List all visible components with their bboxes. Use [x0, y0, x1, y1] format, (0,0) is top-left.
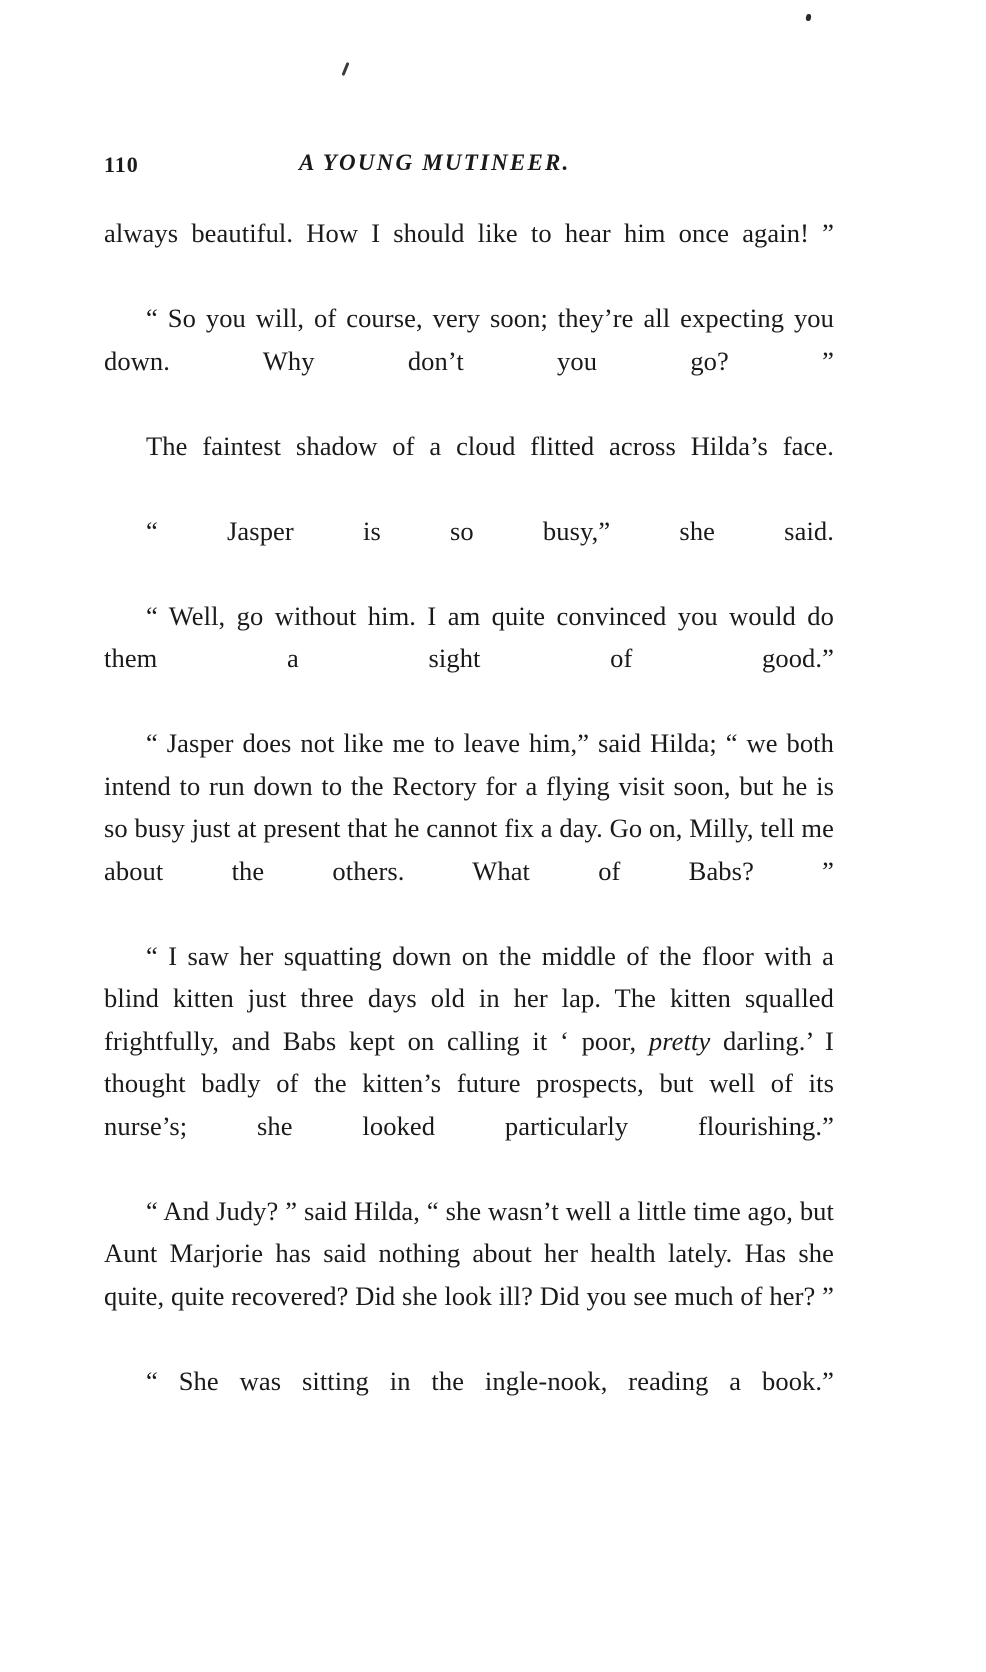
paragraph: “ And Judy? ” said Hilda, “ she wasn’t well a little time ago, but Aunt Marjorie has said nothing about her health lately. Has she quite, quite recovered? Did she look ill? Did you see much of her? ”: [104, 1195, 834, 1311]
paragraph: “ Jasper does not like me to leave him,” said Hilda; “ we both intend to run down to the Rectory for a flying visit soon, but he is so busy just at present that he cannot fix a day. Go on, Milly, tell me about the others. What of Babs? ”: [104, 728, 834, 886]
running-title: A YOUNG MUTINEER.: [299, 150, 571, 175]
ink-tick-icon: [341, 62, 349, 76]
emphasis-word: pretty: [648, 1025, 711, 1056]
page-body: [104, 212, 834, 1445]
running-head: [104, 150, 894, 180]
paragraph: “ She was sitting in the ingle-nook, reading a book.”: [146, 1365, 834, 1396]
paragraph: always beautiful. How I should like to hear him once again! ”: [104, 218, 834, 248]
paragraph: “ Jasper is so busy,” she said.: [146, 515, 834, 546]
paragraph: The faintest shadow of a cloud flitted across Hilda’s face.: [146, 430, 834, 461]
ink-speck-icon: [805, 14, 811, 22]
paragraph: “ So you will, of course, very soon; they’re all expecting you down. Why don’t you go? ”: [104, 303, 834, 376]
paragraph: “ I saw her squatting down on the middle of the floor with a blind kitten just three days old in her lap. The kitten squalled frightfully, and Babs kept on calling it ‘ poor, pretty darling.’ I thought badly of the kitten’s future prospects, but well of its nurse’s; she looked particularly flourishing.”: [104, 940, 834, 1141]
paragraph: “ Well, go without him. I am quite convinced you would do them a sight of good.”: [104, 600, 834, 673]
page-number: 110: [104, 152, 139, 177]
